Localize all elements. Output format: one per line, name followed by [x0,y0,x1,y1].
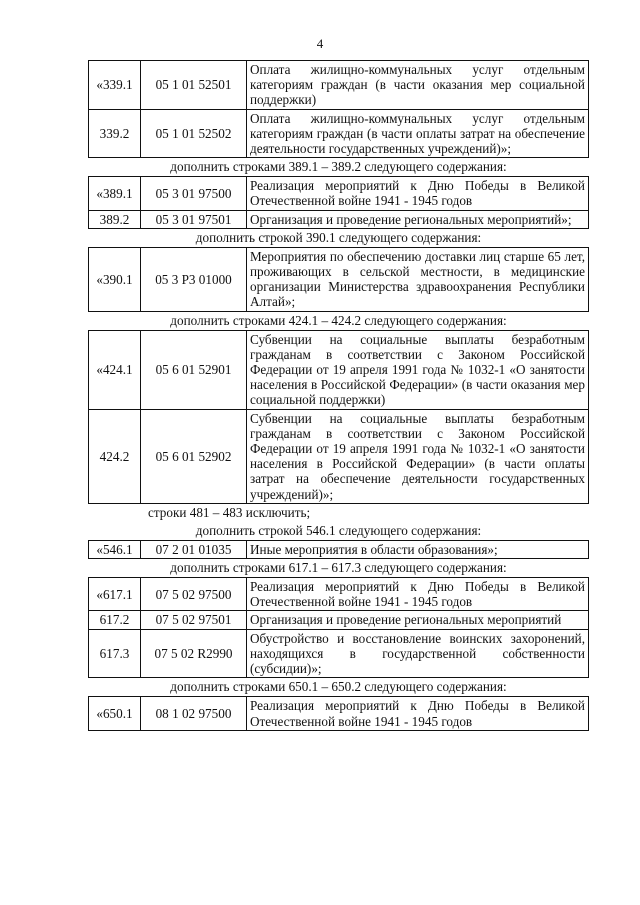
row-number-cell: «339.1 [89,61,141,110]
classification-code-cell: 05 6 01 52901 [141,330,247,409]
amendment-instruction: дополнить строками 424.1 – 424.2 следующего содержания: [170,312,507,328]
budget-classification-table [88,577,589,678]
classification-code-cell: 07 5 02 97500 [141,578,247,611]
table-row [89,629,589,678]
row-number-cell: «389.1 [89,177,141,210]
budget-classification-table [88,247,589,312]
expense-description-cell: Реализация мероприятий к Дню Победы в Великой Отечественной войне 1941 - 1945 годов [247,578,589,611]
amendment-instruction: дополнить строкой 390.1 следующего содержания: [195,229,482,245]
classification-code-cell: 05 3 P3 01000 [141,247,247,311]
row-number-cell: 389.2 [89,210,141,228]
row-number-cell: 617.2 [89,611,141,629]
table-row [89,697,589,730]
budget-classification-table [88,330,589,504]
row-number-cell: 424.2 [89,409,141,503]
expense-description-cell: Иные мероприятия в области образования»; [247,540,589,558]
classification-code-cell: 05 1 01 52502 [141,109,247,158]
amendment-instruction: дополнить строками 617.1 – 617.3 следующего содержания: [170,560,507,576]
amendment-instruction: строки 481 – 483 исключить; [148,504,311,520]
row-number-cell: 339.2 [89,109,141,158]
classification-code-cell: 05 3 01 97501 [141,210,247,228]
page-number: 4 [316,36,324,51]
table-row [89,247,589,311]
row-number-cell: «650.1 [89,697,141,730]
budget-classification-table [88,60,589,158]
table-row [89,177,589,210]
row-number-cell: «424.1 [89,330,141,409]
classification-code-cell: 05 1 01 52501 [141,61,247,110]
budget-classification-table [88,696,589,730]
table-row [89,578,589,611]
expense-description-cell: Реализация мероприятий к Дню Победы в Великой Отечественной войне 1941 - 1945 годов [247,177,589,210]
amendment-instruction: дополнить строками 650.1 – 650.2 следующего содержания: [170,679,507,695]
classification-code-cell: 05 6 01 52902 [141,409,247,503]
expense-description-cell: Организация и проведение региональных мероприятий [247,611,589,629]
row-number-cell: «390.1 [89,247,141,311]
row-number-cell: «546.1 [89,540,141,558]
amendment-instruction: дополнить строками 389.1 – 389.2 следующего содержания: [170,159,507,175]
document-body [88,60,589,731]
table-row [89,330,589,409]
classification-code-cell: 08 1 02 97500 [141,697,247,730]
budget-classification-table [88,540,589,559]
amendment-instruction: дополнить строкой 546.1 следующего содержания: [195,522,482,538]
table-row [89,540,589,558]
expense-description-cell: Мероприятия по обеспечению доставки лиц старше 65 лет, проживающих в сельской местности, в медицинские организации Министерства здравоохранения Республики Алтай»; [247,247,589,311]
expense-description-cell: Оплата жилищно-коммунальных услуг отдельным категориям граждан (в части оказания мер социальной поддержки) [247,61,589,110]
table-row [89,611,589,629]
expense-description-cell: Оплата жилищно-коммунальных услуг отдельным категориям граждан (в части оплаты затрат на обеспечение деятельности государственных учреждений)»; [247,109,589,158]
classification-code-cell: 07 5 02 R2990 [141,629,247,678]
table-row [89,61,589,110]
expense-description-cell: Реализация мероприятий к Дню Победы в Великой Отечественной войне 1941 - 1945 годов [247,697,589,730]
row-number-cell: «617.1 [89,578,141,611]
classification-code-cell: 07 2 01 01035 [141,540,247,558]
row-number-cell: 617.3 [89,629,141,678]
expense-description-cell: Субвенции на социальные выплаты безработным гражданам в соответствии с Законом Российской Федерации от 19 апреля 1991 года № 1032-1 «О занятости населения в Российской Федерации» (в части оплаты затрат на обеспечение деятельности государственных учреждений)»; [247,409,589,503]
expense-description-cell: Обустройство и восстановление воинских захоронений, находящихся в государственной собственности (субсидии)»; [247,629,589,678]
classification-code-cell: 05 3 01 97500 [141,177,247,210]
classification-code-cell: 07 5 02 97501 [141,611,247,629]
budget-classification-table [88,176,589,229]
table-row [89,109,589,158]
table-row [89,409,589,503]
expense-description-cell: Субвенции на социальные выплаты безработным гражданам в соответствии с Законом Российской Федерации от 19 апреля 1991 года № 1032-1 «О занятости населения в Российской Федерации» (в части оказания мер социальной поддержки) [247,330,589,409]
table-row [89,210,589,228]
expense-description-cell: Организация и проведение региональных мероприятий»; [247,210,589,228]
